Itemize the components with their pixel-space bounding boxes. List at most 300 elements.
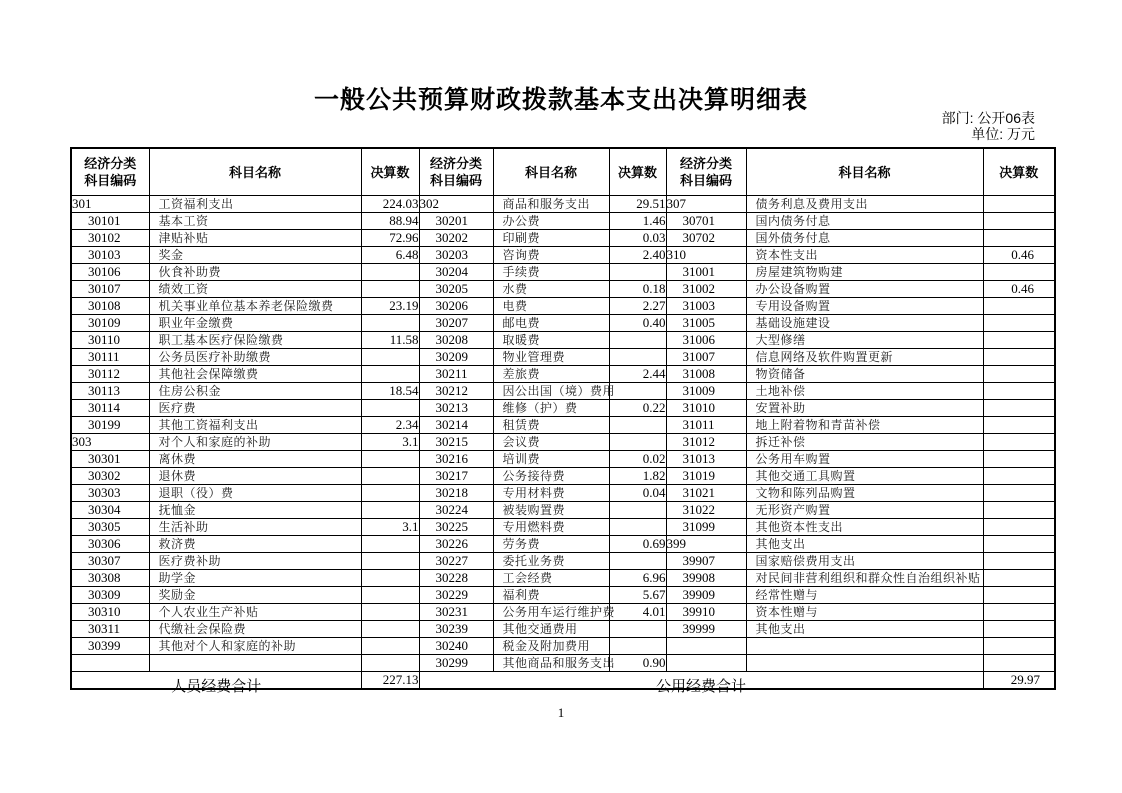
subject-name-text: 基本工资 [158, 214, 209, 228]
subject-name-cell [493, 434, 609, 451]
subject-code-cell: 39910 [666, 604, 746, 621]
subject-name-text: 救济费 [158, 537, 197, 551]
final-amount-cell: 3.1 [361, 434, 419, 451]
subject-name-text: 绩效工资 [158, 282, 209, 296]
subject-name-text: 水费 [502, 282, 528, 296]
subject-name-text: 专用燃料费 [502, 520, 566, 534]
subject-name-text: 医疗费 [158, 401, 197, 415]
subject-name-text: 医疗费补助 [158, 554, 222, 568]
table-body [71, 196, 1055, 672]
subject-name-cell [149, 349, 361, 366]
final-amount-cell [983, 604, 1055, 621]
col-header-code-line2: 科目编码 [84, 173, 137, 188]
final-amount-cell [983, 196, 1055, 213]
subject-name-clipped-text [747, 666, 983, 670]
subject-name-clipped-text [150, 197, 361, 211]
final-amount-cell [983, 519, 1055, 536]
subject-code-cell: 39907 [666, 553, 746, 570]
subject-code-cell: 31021 [666, 485, 746, 502]
final-amount-cell [361, 400, 419, 417]
subject-code-cell: 31022 [666, 502, 746, 519]
subject-name-clipped-text [494, 486, 609, 500]
subject-code-cell: 30229 [419, 587, 493, 604]
subject-name-text: 资本性赠与 [755, 605, 819, 619]
subject-code-cell: 30202 [419, 230, 493, 247]
subject-code-cell: 30306 [71, 536, 149, 553]
subject-code-cell: 30106 [71, 264, 149, 281]
subject-code-cell: 30114 [71, 400, 149, 417]
subject-code-cell: 30227 [419, 553, 493, 570]
subject-name-text: 奖金 [158, 248, 184, 262]
subject-name-clipped-text [494, 384, 616, 398]
final-amount-cell [983, 434, 1055, 451]
final-amount-cell: 3.1 [361, 519, 419, 536]
subject-name-text: 退职（役）费 [158, 486, 234, 500]
subject-code-cell: 30228 [419, 570, 493, 587]
subject-name-clipped-text [150, 401, 361, 415]
final-amount-cell [361, 468, 419, 485]
subject-code-cell: 30113 [71, 383, 149, 400]
final-amount-cell [361, 587, 419, 604]
subject-name-cell [149, 400, 361, 417]
subject-name-clipped-text [494, 452, 609, 466]
subject-name-cell [493, 638, 609, 655]
subject-name-text: 其他支出 [755, 622, 806, 636]
subject-name-text: 其他社会保障缴费 [158, 367, 259, 381]
subject-name-clipped-text [150, 605, 361, 619]
subject-name-cell [493, 502, 609, 519]
final-amount-cell: 1.46 [609, 213, 666, 230]
final-amount-cell [983, 332, 1055, 349]
final-amount-cell: 2.40 [609, 247, 666, 264]
table-footer [71, 672, 1055, 695]
subject-name-cell [493, 315, 609, 332]
final-amount-cell: 0.03 [609, 230, 666, 247]
final-amount-cell: 0.04 [609, 485, 666, 502]
subject-name-cell [746, 468, 983, 485]
subject-name-clipped-text [747, 571, 983, 585]
meta-unit: 单位: 万元 [971, 126, 1035, 142]
table-row [71, 332, 1055, 349]
subject-name-cell [149, 213, 361, 230]
subject-code-cell: 30207 [419, 315, 493, 332]
subject-code-cell: 30304 [71, 502, 149, 519]
final-amount-cell: 23.19 [361, 298, 419, 315]
subject-name-cell [746, 485, 983, 502]
subject-code-cell: 31003 [666, 298, 746, 315]
subject-code-cell: 30310 [71, 604, 149, 621]
subject-code-cell: 30225 [419, 519, 493, 536]
subject-name-cell [746, 417, 983, 434]
final-amount-cell: 2.44 [609, 366, 666, 383]
final-amount-cell [361, 621, 419, 638]
subject-name-clipped-text [150, 435, 361, 449]
subject-code-cell: 30211 [419, 366, 493, 383]
final-amount-cell [361, 638, 419, 655]
subject-name-cell [149, 468, 361, 485]
subject-name-clipped-text [494, 503, 609, 517]
final-amount-cell [983, 230, 1055, 247]
subject-name-cell [493, 332, 609, 349]
subject-name-text: 职工基本医疗保险缴费 [158, 333, 284, 347]
subject-code-cell: 30203 [419, 247, 493, 264]
table-row [71, 196, 1055, 213]
subject-name-clipped-text [494, 656, 616, 670]
subject-name-text: 工资福利支出 [158, 197, 234, 211]
col-header-name: 科目名称 [149, 148, 361, 196]
subject-name-cell [746, 315, 983, 332]
subject-name-clipped-text [494, 418, 609, 432]
subject-name-cell [149, 655, 361, 672]
subject-code-cell: 30215 [419, 434, 493, 451]
subject-name-clipped-text [150, 622, 361, 636]
subject-name-clipped-text [494, 520, 609, 534]
subject-name-cell [149, 587, 361, 604]
subject-name-cell [493, 451, 609, 468]
subject-code-cell: 399 [666, 536, 746, 553]
subject-name-cell [493, 383, 616, 400]
table-header [71, 148, 1055, 196]
subject-name-clipped-text [150, 418, 361, 432]
final-amount-cell [361, 485, 419, 502]
subject-name-cell [493, 247, 609, 264]
subject-name-clipped-text [150, 214, 361, 228]
subject-name-clipped-text [150, 666, 361, 670]
subject-name-clipped-text [494, 299, 609, 313]
table-row [71, 315, 1055, 332]
subject-name-text: 基础设施建设 [755, 316, 831, 330]
subject-name-cell [746, 281, 983, 298]
subject-name-cell [149, 451, 361, 468]
subject-name-cell [746, 366, 983, 383]
personnel-total-value: 227.13 [361, 672, 419, 690]
col-header-code-line1: 经济分类 [84, 156, 137, 171]
final-amount-cell [361, 536, 419, 553]
col-header-name: 科目名称 [746, 148, 983, 196]
table-row [71, 281, 1055, 298]
subject-name-text: 代缴社会保险费 [158, 622, 247, 636]
subject-name-cell [493, 417, 609, 434]
table-row [71, 451, 1055, 468]
subject-code-cell: 30307 [71, 553, 149, 570]
subject-name-clipped-text [747, 469, 983, 483]
personnel-total-label-cell [71, 672, 361, 695]
subject-name-cell [149, 281, 361, 298]
footer-row [71, 672, 1055, 690]
subject-name-text: 商品和服务支出 [502, 197, 591, 211]
table-row [71, 383, 1055, 400]
public-funds-total-value: 29.97 [983, 672, 1055, 690]
final-amount-cell [361, 264, 419, 281]
subject-code-cell: 31019 [666, 468, 746, 485]
subject-name-text: 其他交通费用 [502, 622, 578, 636]
subject-name-cell [149, 519, 361, 536]
final-amount-cell [983, 213, 1055, 230]
subject-code-cell: 30301 [71, 451, 149, 468]
final-amount-cell [361, 604, 419, 621]
subject-name-text: 维修（护）费 [502, 401, 578, 415]
subject-name-text: 电费 [502, 299, 528, 313]
subject-name-clipped-text [150, 384, 361, 398]
subject-name-clipped-text [150, 554, 361, 568]
subject-name-cell [493, 468, 609, 485]
subject-name-clipped-text [150, 588, 361, 602]
subject-name-cell [149, 434, 361, 451]
subject-name-clipped-text [747, 452, 983, 466]
table-row [71, 604, 1055, 621]
subject-name-clipped-text [747, 231, 983, 245]
subject-name-clipped-text [150, 486, 361, 500]
final-amount-cell [361, 366, 419, 383]
subject-name-text: 其他支出 [755, 537, 806, 551]
meta-department: 部门: 公开06表 [941, 110, 1035, 126]
subject-name-clipped-text [747, 333, 983, 347]
final-amount-cell [983, 655, 1055, 672]
final-amount-cell [983, 485, 1055, 502]
subject-name-text: 办公设备购置 [755, 282, 831, 296]
subject-name-cell [746, 536, 983, 553]
table-row [71, 434, 1055, 451]
subject-code-cell [666, 655, 746, 672]
subject-name-cell [746, 332, 983, 349]
subject-name-clipped-text [747, 197, 983, 211]
subject-code-cell: 31001 [666, 264, 746, 281]
subject-name-cell [149, 638, 361, 655]
subject-code-cell: 31007 [666, 349, 746, 366]
subject-name-clipped-text [747, 384, 983, 398]
subject-name-cell [493, 536, 609, 553]
subject-name-text: 职业年金缴费 [158, 316, 234, 330]
subject-code-cell: 30213 [419, 400, 493, 417]
subject-code-cell: 30199 [71, 417, 149, 434]
page-title: 一般公共预算财政拨款基本支出决算明细表 [313, 86, 808, 114]
subject-name-text: 公务员医疗补助缴费 [158, 350, 272, 364]
final-amount-cell [983, 315, 1055, 332]
subject-name-text: 咨询费 [502, 248, 541, 262]
table-row [71, 298, 1055, 315]
subject-name-clipped-text [494, 537, 609, 551]
subject-name-clipped-text [150, 265, 361, 279]
subject-name-cell [746, 655, 983, 672]
subject-name-clipped-text [494, 265, 609, 279]
final-amount-cell: 6.96 [609, 570, 666, 587]
subject-name-cell [149, 553, 361, 570]
subject-name-cell [746, 502, 983, 519]
personnel-total-label: 人员经费合计 [171, 678, 262, 695]
subject-name-cell [746, 264, 983, 281]
final-amount-cell: 0.46 [983, 247, 1055, 264]
subject-name-clipped-text [150, 282, 361, 296]
subject-name-cell [493, 196, 609, 213]
final-amount-cell [609, 349, 666, 366]
final-amount-cell [983, 366, 1055, 383]
col-header-code [419, 148, 493, 196]
subject-code-cell: 307 [666, 196, 746, 213]
header-row [71, 148, 1055, 196]
subject-name-cell [149, 264, 361, 281]
subject-code-cell: 30226 [419, 536, 493, 553]
subject-code-cell: 31011 [666, 417, 746, 434]
final-amount-cell [609, 383, 666, 400]
subject-name-cell [746, 247, 983, 264]
subject-code-cell: 30209 [419, 349, 493, 366]
subject-name-clipped-text [494, 401, 609, 415]
final-amount-cell [983, 587, 1055, 604]
subject-name-clipped-text [747, 265, 983, 279]
table-row [71, 638, 1055, 655]
col-header-code-line2: 科目编码 [429, 173, 482, 188]
final-amount-cell: 0.46 [983, 281, 1055, 298]
subject-name-cell [149, 230, 361, 247]
table-row [71, 400, 1055, 417]
table-row [71, 570, 1055, 587]
subject-name-clipped-text [747, 537, 983, 551]
subject-name-text: 租赁费 [502, 418, 541, 432]
subject-code-cell: 31012 [666, 434, 746, 451]
subject-name-clipped-text [494, 333, 609, 347]
subject-name-clipped-text [494, 605, 616, 619]
subject-name-text: 因公出国（境）费用 [502, 384, 616, 398]
subject-name-cell [149, 383, 361, 400]
subject-name-cell [746, 213, 983, 230]
subject-name-clipped-text [150, 333, 361, 347]
subject-code-cell: 30701 [666, 213, 746, 230]
subject-name-cell [746, 230, 983, 247]
table-row [71, 502, 1055, 519]
subject-name-clipped-text [494, 588, 609, 602]
col-header-code-line1: 经济分类 [429, 156, 482, 171]
col-header-code-line2: 科目编码 [679, 173, 732, 188]
subject-name-text: 个人农业生产补贴 [158, 605, 259, 619]
subject-name-clipped-text [494, 282, 609, 296]
subject-name-text: 国内债务付息 [755, 214, 831, 228]
subject-name-text: 债务利息及费用支出 [755, 197, 869, 211]
subject-name-cell [149, 621, 361, 638]
subject-name-cell [746, 553, 983, 570]
col-header-amount: 决算数 [361, 148, 419, 196]
table-row [71, 247, 1055, 264]
public-funds-total-label-clipped [420, 678, 983, 695]
final-amount-cell [983, 553, 1055, 570]
final-amount-cell [609, 332, 666, 349]
final-amount-cell: 4.01 [609, 604, 666, 621]
final-amount-cell: 1.82 [609, 468, 666, 485]
subject-name-cell [149, 570, 361, 587]
subject-name-clipped-text [494, 571, 609, 585]
subject-name-text: 对民间非营利组织和群众性自治组织补贴 [755, 571, 981, 585]
subject-code-cell: 30206 [419, 298, 493, 315]
subject-name-clipped-text [747, 214, 983, 228]
subject-name-cell [149, 298, 361, 315]
final-amount-cell: 18.54 [361, 383, 419, 400]
col-header-amount: 决算数 [983, 148, 1055, 196]
subject-code-cell: 31009 [666, 383, 746, 400]
subject-name-text: 国家赔偿费用支出 [755, 554, 856, 568]
subject-code-cell: 31013 [666, 451, 746, 468]
subject-code-cell: 31099 [666, 519, 746, 536]
subject-code-cell: 30305 [71, 519, 149, 536]
subject-name-clipped-text [494, 622, 609, 636]
subject-name-clipped-text [747, 605, 983, 619]
subject-name-clipped-text [747, 435, 983, 449]
subject-code-cell: 30107 [71, 281, 149, 298]
subject-name-clipped-text [747, 282, 983, 296]
subject-code-cell: 30308 [71, 570, 149, 587]
subject-name-text: 其他工资福利支出 [158, 418, 259, 432]
subject-name-text: 房屋建筑物购建 [755, 265, 844, 279]
table-row [71, 485, 1055, 502]
subject-name-text: 专用材料费 [502, 486, 566, 500]
subject-name-clipped-text [747, 503, 983, 517]
subject-code-cell: 30109 [71, 315, 149, 332]
subject-name-text: 资本性支出 [755, 248, 819, 262]
subject-name-text: 国外债务付息 [755, 231, 831, 245]
subject-code-cell: 30702 [666, 230, 746, 247]
subject-name-clipped-text [494, 554, 609, 568]
final-amount-cell [361, 451, 419, 468]
subject-name-clipped-text [150, 537, 361, 551]
table-row [71, 349, 1055, 366]
subject-name-text: 邮电费 [502, 316, 541, 330]
subject-name-cell [493, 621, 609, 638]
subject-name-clipped-text [747, 554, 983, 568]
subject-code-cell: 31005 [666, 315, 746, 332]
subject-name-clipped-text [150, 231, 361, 245]
subject-name-clipped-text [494, 316, 609, 330]
subject-name-clipped-text [150, 350, 361, 364]
subject-code-cell: 30111 [71, 349, 149, 366]
subject-name-text: 取暖费 [502, 333, 541, 347]
subject-code-cell: 30239 [419, 621, 493, 638]
subject-name-text: 离休费 [158, 452, 197, 466]
subject-code-cell: 30102 [71, 230, 149, 247]
subject-name-clipped-text [150, 469, 361, 483]
final-amount-cell [983, 468, 1055, 485]
subject-code-cell: 39908 [666, 570, 746, 587]
subject-name-text: 津贴补贴 [158, 231, 209, 245]
subject-name-cell [746, 451, 983, 468]
subject-name-clipped-text [150, 452, 361, 466]
subject-name-cell [746, 638, 983, 655]
final-amount-cell [983, 638, 1055, 655]
subject-name-clipped-text [494, 231, 609, 245]
subject-name-cell [149, 417, 361, 434]
final-amount-cell [983, 264, 1055, 281]
subject-code-cell: 30309 [71, 587, 149, 604]
final-amount-cell [361, 281, 419, 298]
subject-name-clipped-text [747, 248, 983, 262]
subject-name-text: 退休费 [158, 469, 197, 483]
subject-name-clipped-text [747, 299, 983, 313]
subject-code-cell: 30302 [71, 468, 149, 485]
final-amount-cell [609, 417, 666, 434]
subject-name-clipped-text [494, 367, 609, 381]
subject-name-text: 劳务费 [502, 537, 541, 551]
col-header-name: 科目名称 [493, 148, 609, 196]
table-row [71, 536, 1055, 553]
subject-name-cell [746, 349, 983, 366]
final-amount-cell [609, 638, 666, 655]
subject-name-clipped-text [494, 248, 609, 262]
subject-code-cell: 31006 [666, 332, 746, 349]
subject-name-text: 奖励金 [158, 588, 197, 602]
subject-name-text: 物业管理费 [502, 350, 566, 364]
subject-name-text: 委托业务费 [502, 554, 566, 568]
final-amount-cell [609, 553, 666, 570]
final-amount-cell [983, 502, 1055, 519]
subject-code-cell: 31008 [666, 366, 746, 383]
subject-name-cell [493, 553, 609, 570]
